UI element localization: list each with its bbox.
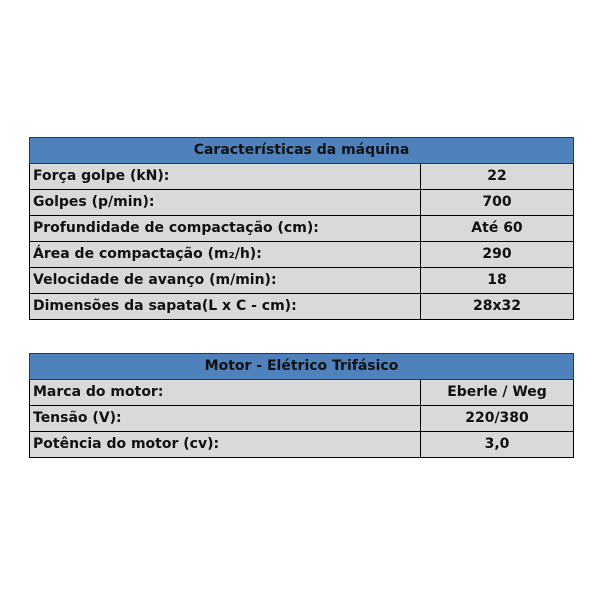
motor-specs-title: Motor - Elétrico Trifásico (30, 354, 574, 380)
spec-value: 3,0 (421, 432, 574, 458)
table-row (30, 268, 574, 294)
table-row (30, 190, 574, 216)
table-row (30, 380, 574, 406)
table-row (30, 216, 574, 242)
spec-value: 28x32 (421, 294, 574, 320)
spec-label: Dimensões da sapata(L x C - cm): (30, 294, 421, 320)
table-row (30, 406, 574, 432)
spec-label: Área de compactação (m₂/h): (30, 242, 421, 268)
spec-label: Força golpe (kN): (30, 164, 421, 190)
spec-value: 220/380 (421, 406, 574, 432)
spec-label: Golpes (p/min): (30, 190, 421, 216)
spec-value: 700 (421, 190, 574, 216)
spec-value: Até 60 (421, 216, 574, 242)
spec-label: Marca do motor: (30, 380, 421, 406)
machine-specs-header-row (30, 138, 574, 164)
spec-label: Velocidade de avanço (m/min): (30, 268, 421, 294)
spec-value: 290 (421, 242, 574, 268)
spec-value: 22 (421, 164, 574, 190)
table-row (30, 242, 574, 268)
spec-value: 18 (421, 268, 574, 294)
spec-label: Profundidade de compactação (cm): (30, 216, 421, 242)
table-row (30, 294, 574, 320)
spec-label: Potência do motor (cv): (30, 432, 421, 458)
machine-specs-table (29, 137, 574, 320)
machine-specs-title: Características da máquina (30, 138, 574, 164)
spec-label: Tensão (V): (30, 406, 421, 432)
table-row (30, 432, 574, 458)
table-row (30, 164, 574, 190)
motor-specs-table (29, 353, 574, 458)
spec-value: Eberle / Weg (421, 380, 574, 406)
motor-specs-header-row (30, 354, 574, 380)
